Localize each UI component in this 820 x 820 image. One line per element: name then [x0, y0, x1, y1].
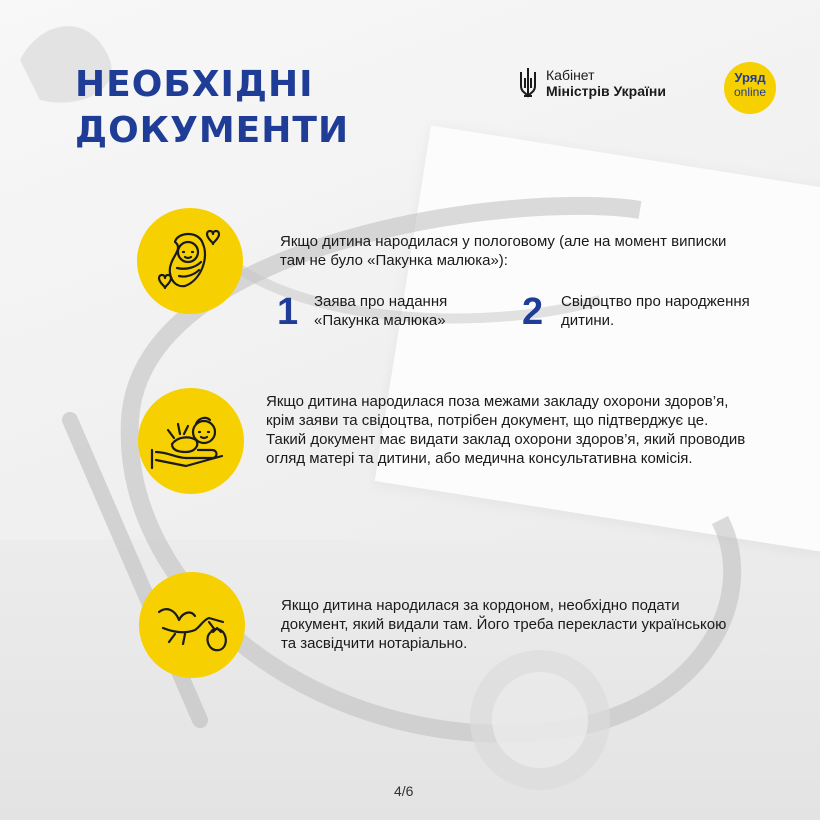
item-2-number: 2	[522, 291, 544, 333]
block-3-icon-circle	[139, 572, 245, 678]
block-2-icon-circle	[138, 388, 244, 494]
badge-title: Уряд	[734, 70, 766, 85]
title-line-2: ДОКУМЕНТИ	[75, 110, 350, 151]
page-indicator: 4/6	[394, 783, 414, 799]
baby-with-hearts-icon	[137, 208, 243, 314]
uryad-online-badge	[724, 62, 776, 114]
cabinet-label: Кабінет	[546, 67, 595, 83]
stork-with-bundle-icon	[139, 572, 245, 678]
item-1-number: 1	[277, 291, 299, 333]
item-1-label: Заява про надання «Пакунка малюка»	[314, 293, 448, 329]
block-1-text: Якщо дитина народилася у пологовому (але на момент виписки там не було «Пакунка малюка»):	[280, 233, 727, 269]
badge-subtitle: online	[733, 85, 767, 99]
trident-icon	[518, 66, 538, 100]
title-line-1: НЕОБХІДНІ	[75, 64, 314, 105]
block-3-text: Якщо дитина народилася за кордоном, необхідно подати документ, який видали там. Його треба перекласти українською та засвідчити нотаріально.	[281, 597, 727, 652]
baby-in-hand-icon	[138, 388, 244, 494]
ministry-label: Міністрів України	[546, 83, 666, 99]
block-2-text: Якщо дитина народилася поза межами закладу охорони здоров’я, крім заяви та свідоцтва, потрібен документ, що підтверджує це. Такий документ має видати заклад охорони здоров’я, який проводив огляд матері та дитини, або медична консультативна комісія.	[266, 393, 746, 467]
page-title	[75, 62, 349, 154]
block-1-icon-circle	[137, 208, 243, 314]
item-2-label: Свідоцтво про народження дитини.	[561, 293, 750, 329]
cabinet-logo	[518, 66, 666, 100]
